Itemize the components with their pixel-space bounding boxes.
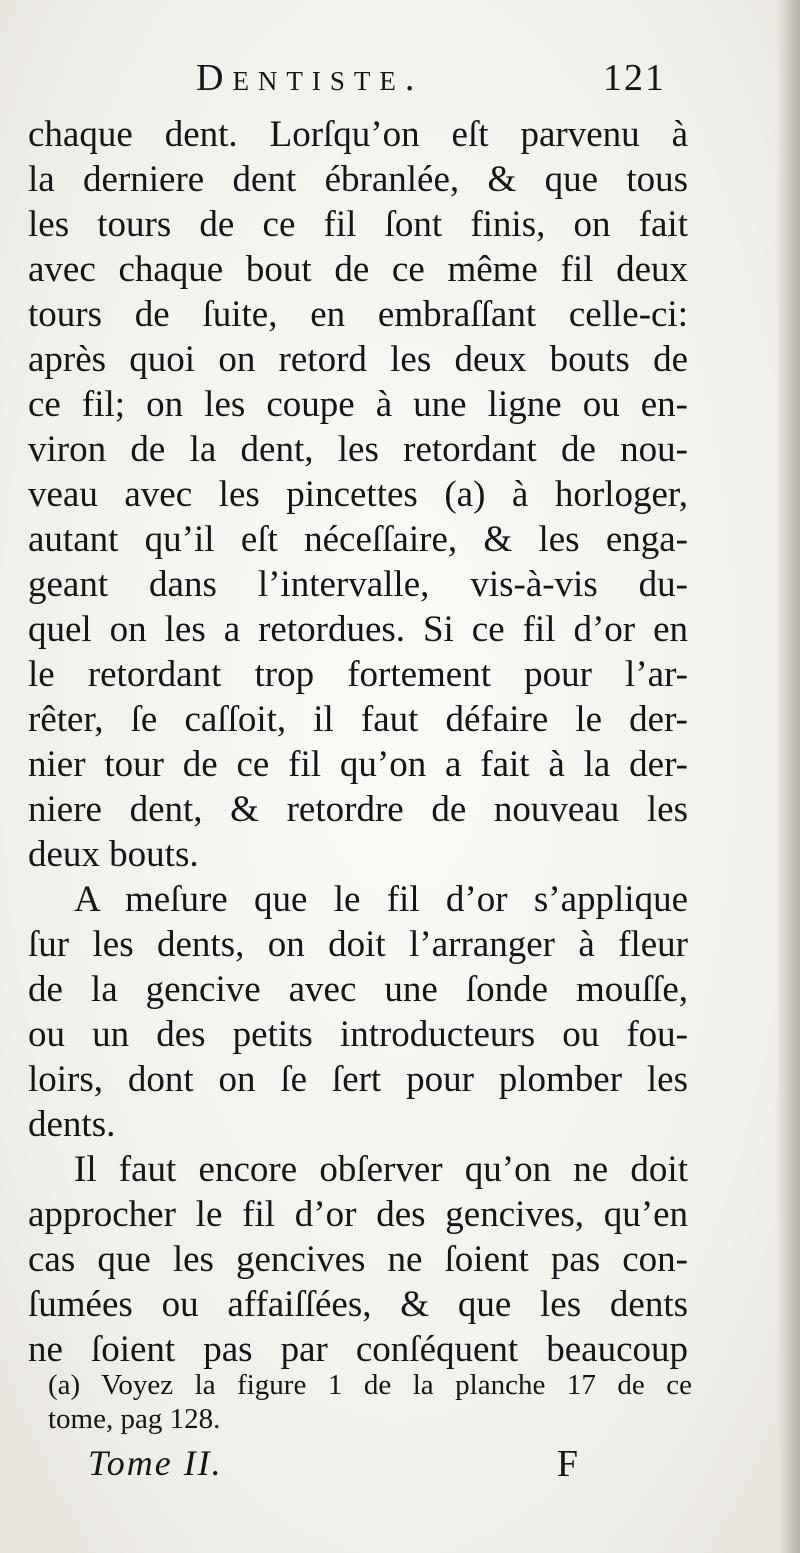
text-line: ou un des petits introducteurs ou fou- xyxy=(28,1014,688,1055)
text-line: rêter, ſe caſſoit, il faut défaire le der- xyxy=(28,699,688,740)
page-header xyxy=(196,56,666,102)
running-head: Dentiste. xyxy=(196,57,424,99)
text-line: approcher le fil d’or des gencives, qu’en xyxy=(28,1194,688,1235)
text-line: le retordant trop fortement pour l’ar- xyxy=(28,654,688,695)
page-number: 121 xyxy=(603,57,666,99)
text-line: ne ſoient pas par conſéquent beaucoup xyxy=(28,1329,688,1370)
text-line: viron de la dent, les retordant de nou- xyxy=(28,429,688,470)
text-line: de la gencive avec une ſonde mouſſe, xyxy=(28,969,688,1010)
text-line: nier tour de ce fil qu’on a fait à la der- xyxy=(28,744,688,785)
footnote-line: tome, pag 128. xyxy=(48,1403,221,1435)
page-edge-shadow xyxy=(778,0,800,1553)
text-line: après quoi on retord les deux bouts de xyxy=(28,339,688,380)
text-line: ſur les dents, on doit l’arranger à fleur xyxy=(28,924,688,965)
paragraph-first-line: Il faut encore obſerver qu’on ne doit xyxy=(74,1149,688,1190)
text-line: loirs, dont on ſe ſert pour plomber les xyxy=(28,1059,688,1100)
paragraph-first-line: A meſure que le fil d’or s’applique xyxy=(74,879,688,920)
footnote-line: (a) Voyez la figure 1 de la planche 17 de ce xyxy=(48,1369,692,1401)
volume-label: Tome II. xyxy=(88,1443,223,1483)
text-line: chaque dent. Lorſqu’on eſt parvenu à xyxy=(28,114,688,155)
text-line: niere dent, & retordre de nouveau les xyxy=(28,789,688,830)
text-line: cas que les gencives ne ſoient pas con- xyxy=(28,1239,688,1280)
text-line: avec chaque bout de ce même fil deux xyxy=(28,249,688,290)
text-line: dents. xyxy=(28,1104,116,1145)
text-line: les tours de ce fil ſont finis, on fait xyxy=(28,204,688,245)
text-line: ſumées ou affaiſſées, & que les dents xyxy=(28,1284,688,1325)
text-line: deux bouts. xyxy=(28,834,199,875)
text-line: la derniere dent ébranlée, & que tous xyxy=(28,159,688,200)
text-line: geant dans l’intervalle, vis-à-vis du- xyxy=(28,564,688,605)
text-line: quel on les a retordues. Si ce fil d’or en xyxy=(28,609,688,650)
text-line: ce fil; on les coupe à une ligne ou en- xyxy=(28,384,688,425)
page-footer xyxy=(88,1442,578,1488)
footnote xyxy=(48,1368,692,1436)
body-text xyxy=(28,112,688,1372)
text-line: tours de ſuite, en embraſſant celle-ci: xyxy=(28,294,688,335)
signature-mark: F xyxy=(556,1443,578,1485)
text-line: autant qu’il eſt néceſſaire, & les enga- xyxy=(28,519,688,560)
text-line: veau avec les pincettes (a) à horloger, xyxy=(28,474,688,515)
